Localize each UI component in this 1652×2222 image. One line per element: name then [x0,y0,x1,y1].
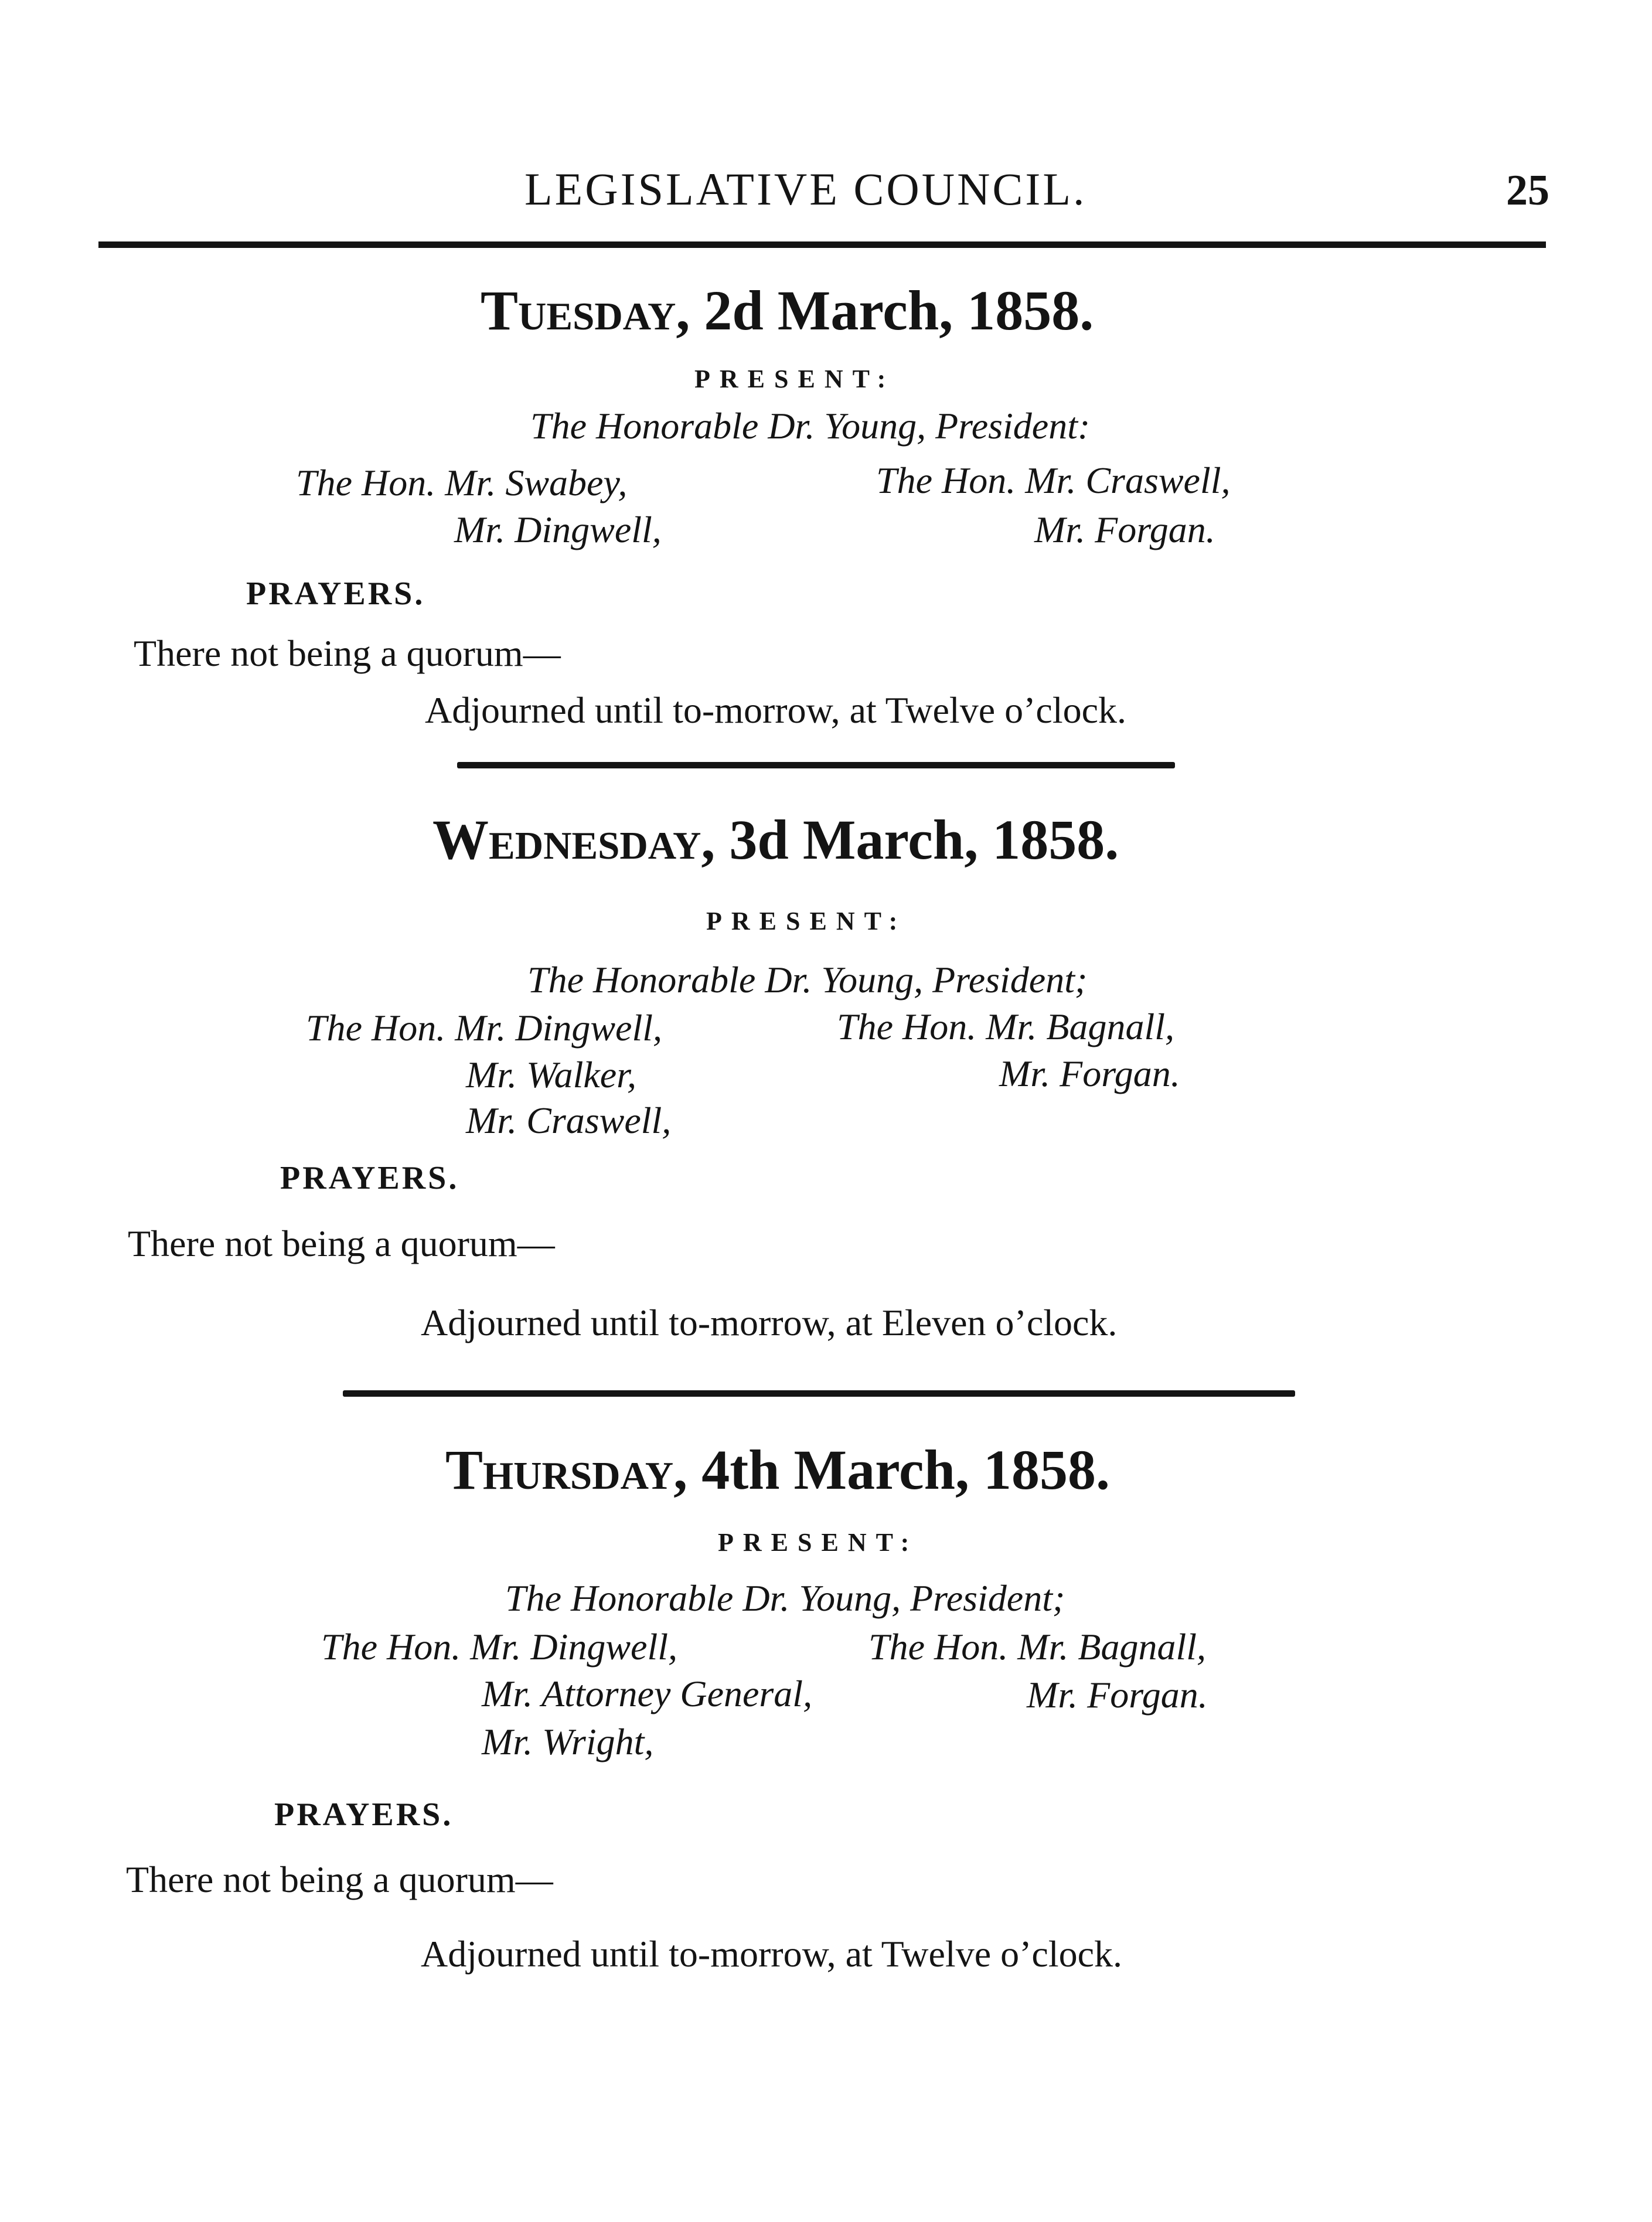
adjourned-line: Adjourned until to-morrow, at Twelve o’clock. [425,689,1126,731]
member-line: The Hon. Mr. Swabey, [296,462,628,503]
present-label: PRESENT: [706,907,907,935]
member-line: Mr. Attorney General, [482,1673,813,1714]
quorum-line: There not being a quorum— [134,632,561,674]
member-line: Mr. Forgan. [1027,1674,1208,1716]
session-separator [457,762,1175,768]
quorum-line: There not being a quorum— [128,1223,555,1264]
member-line: Mr. Walker, [466,1054,636,1095]
president-line: The Honorable Dr. Young, President; [527,959,1088,1001]
member-line: The Hon. Mr. Dingwell, [306,1007,662,1049]
member-line: Mr. Dingwell, [454,509,662,550]
quorum-line: There not being a quorum— [126,1859,553,1900]
header-rule [98,241,1546,248]
present-label: PRESENT: [718,1528,919,1557]
session-separator [343,1390,1295,1397]
session-date-rest: 2d March, 1858. [704,279,1094,342]
adjourned-line: Adjourned until to-morrow, at Twelve o’clock. [421,1933,1122,1975]
member-line: Mr. Forgan. [999,1053,1180,1094]
session-date-rest: 4th March, 1858. [701,1438,1111,1501]
president-line: The Honorable Dr. Young, President: [530,405,1091,447]
member-line: The Hon. Mr. Bagnall, [837,1006,1174,1047]
member-line: Mr. Wright, [482,1721,654,1762]
adjourned-line: Adjourned until to-morrow, at Eleven o’clock. [421,1302,1118,1343]
present-label: PRESENT: [694,365,895,393]
session-date [432,808,1119,871]
prayers-heading: PRAYERS. [274,1796,454,1833]
member-line: Mr. Forgan. [1034,509,1215,550]
session-date-rest: 3d March, 1858. [729,808,1119,871]
session-date-day: Wednesday, [432,808,716,871]
session-date [481,279,1094,342]
member-line: The Hon. Mr. Craswell, [876,460,1231,501]
running-title: LEGISLATIVE COUNCIL. [524,164,1087,215]
prayers-heading: PRAYERS. [246,576,425,612]
session-date [445,1438,1111,1501]
session-date-day: Tuesday, [481,279,690,342]
prayers-heading: PRAYERS. [280,1160,459,1196]
member-line: The Hon. Mr. Dingwell, [321,1626,677,1668]
session-date-day: Thursday, [445,1438,688,1501]
member-line: Mr. Craswell, [466,1100,672,1141]
page-number: 25 [1506,166,1549,215]
member-line: The Hon. Mr. Bagnall, [868,1626,1206,1668]
president-line: The Honorable Dr. Young, President; [505,1577,1065,1619]
